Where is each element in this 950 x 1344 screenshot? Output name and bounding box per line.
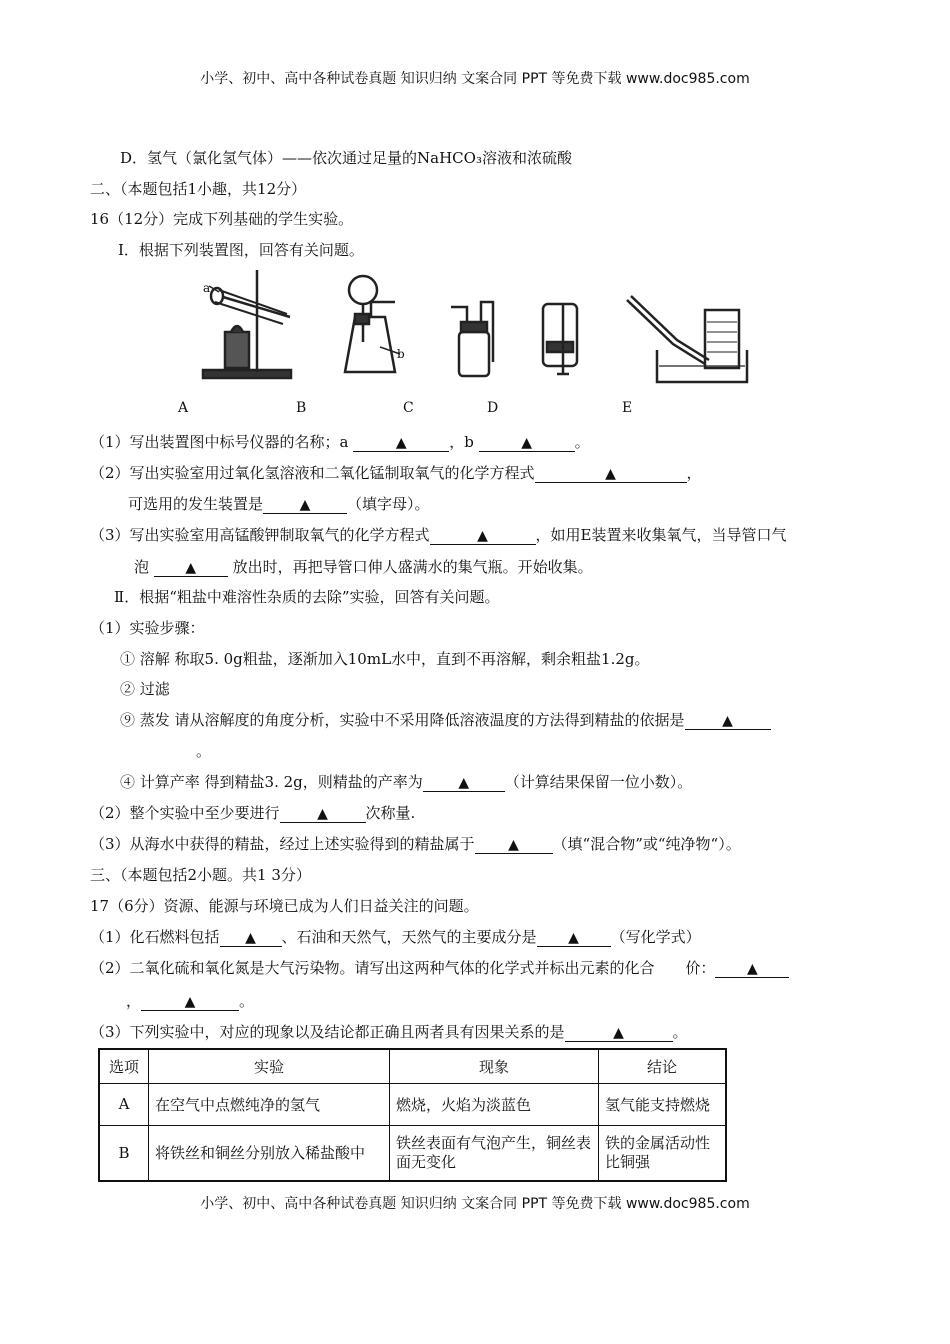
table-header: 现象: [390, 1049, 599, 1083]
step-filter: ② 过滤: [120, 680, 170, 698]
apparatus-b: [345, 276, 400, 372]
label-a: A: [178, 400, 189, 416]
label-d: D: [487, 400, 499, 416]
section-two-title: 二、（本题包括1小趣，共12分）: [90, 180, 307, 198]
q3: （3）写出实验室用高锰酸钾制取氧气的化学方程式 ▲ ，如用E装置来收集氧气，当导管口气: [90, 526, 787, 544]
option-d: D．氢气（氯化氢气体）——依次通过足量的NaHCO₃溶液和浓硫酸: [120, 149, 572, 167]
blank-weighing[interactable]: ▲: [280, 805, 366, 823]
table-row: [99, 1125, 726, 1181]
q-salt-type: （3）从海水中获得的精盐，经过上述实验得到的精盐属于 ▲ （填“混合物”或“纯净物“）。: [90, 835, 741, 853]
table-cell: 将铁丝和铜丝分别放入稀盐酸中: [149, 1125, 390, 1181]
part-one-title: Ⅰ．根据下列装置图，回答有关问题。: [118, 241, 364, 259]
blank-choice[interactable]: ▲: [565, 1024, 673, 1042]
q-weighing: （2）整个实验中至少要进行 ▲ 次称量.: [90, 804, 416, 822]
blank-a[interactable]: ▲: [353, 434, 449, 452]
blank-yield[interactable]: ▲: [423, 774, 505, 792]
q17-2: （2）二氧化硫和氧化氮是大气污染物。请写出这两种气体的化学式并标出元素的化合 价： ▲: [90, 957, 789, 978]
label-c: C: [403, 400, 414, 416]
apparatus-figure: [195, 262, 755, 392]
blank-b[interactable]: ▲: [479, 434, 575, 452]
table-cell: B: [99, 1125, 149, 1181]
label-e: E: [622, 400, 633, 416]
q1: （1）写出装置图中标号仪器的名称；a ▲ ，b ▲ 。: [90, 433, 590, 451]
q2: （2）写出实验室用过氧化氢溶液和二氧化锰制取氧气的化学方程式 ▲ ，: [90, 464, 702, 482]
q17-1: （1）化石燃料包括 ▲ 、石油和天然气，天然气的主要成分是 ▲ （写化学式）: [90, 928, 701, 946]
blank-salt-type[interactable]: ▲: [475, 836, 553, 854]
blank-equation-1[interactable]: ▲: [535, 465, 687, 483]
q3-continued: 泡 ▲ 放出时，再把导管口伸人盛满水的集气瓶。开始收集。: [134, 558, 593, 576]
table-header: 选项: [99, 1049, 149, 1083]
blank-device[interactable]: ▲: [263, 496, 347, 514]
label-b: B: [296, 400, 307, 416]
blank-basis[interactable]: ▲: [685, 712, 771, 730]
steps-title: （1）实验步骤：: [90, 619, 205, 637]
page-footer: 小学、初中、高中各种试卷真题 知识归纳 文案合同 PPT 等免费下载 www.doc985.com: [200, 1196, 750, 1212]
blank-fossil-fuel[interactable]: ▲: [220, 929, 282, 947]
blank-no2[interactable]: ▲: [141, 993, 239, 1011]
apparatus-d: [543, 304, 577, 374]
table-cell: 铁丝表面有气泡产生，铜丝表面无变化: [390, 1125, 599, 1181]
apparatus-a: [203, 270, 291, 378]
blank-gas-formula[interactable]: ▲: [537, 929, 611, 947]
table-header: 实验: [149, 1049, 390, 1083]
q17-3: （3）下列实验中，对应的现象以及结论都正确且两者具有因果关系的是 ▲ 。: [90, 1023, 688, 1041]
table-row: [99, 1083, 726, 1125]
step-evaporate-end: 。: [196, 742, 212, 760]
table-cell: 在空气中点燃纯净的氢气: [149, 1083, 390, 1125]
page-header: 小学、初中、高中各种试卷真题 知识归纳 文案合同 PPT 等免费下载 www.doc985.com: [200, 71, 750, 87]
table-cell: 氢气能支持燃烧: [599, 1083, 727, 1125]
question-17: 17（6分）资源、能源与环境已成为人们日益关注的问题。: [90, 897, 479, 915]
table-cell: 燃烧，火焰为淡蓝色: [390, 1083, 599, 1125]
q17-2-continued: ， ▲ 。: [126, 992, 255, 1010]
blank-bubble[interactable]: ▲: [154, 559, 228, 577]
mark-b: b: [397, 347, 405, 361]
apparatus-c: [451, 302, 493, 376]
question-16: 16（12分）完成下列基础的学生实验。: [90, 210, 354, 228]
blank-equation-2[interactable]: ▲: [430, 527, 536, 545]
section-three-title: 三、（本题包括2小题。共1 3分）: [90, 866, 311, 884]
experiment-table: [98, 1048, 727, 1182]
table-header: 结论: [599, 1049, 727, 1083]
part-two-title: Ⅱ．根据“粗盐中难溶性杂质的去除”实验，回答有关问题。: [114, 588, 500, 606]
blank-so2[interactable]: ▲: [715, 960, 789, 978]
apparatus-e: [627, 296, 747, 382]
table-header-row: [99, 1049, 726, 1083]
mark-a: a: [203, 281, 211, 295]
q2-continued: 可选用的发生装置是 ▲ （填字母）。: [128, 495, 430, 513]
table-cell: 铁的金属活动性比铜强: [599, 1125, 727, 1181]
step-evaporate: ⑨ 蒸发 请从溶解度的角度分析，实验中不采用降低溶液温度的方法得到精盐的依据是 ▲: [120, 709, 771, 730]
table-cell: A: [99, 1083, 149, 1125]
step-yield: ④ 计算产率 得到精盐3. 2g，则精盐的产率为 ▲ （计算结果保留一位小数）。: [120, 773, 693, 791]
step-dissolve: ① 溶解 称取5. 0g粗盐，逐渐加入10mL水中，直到不再溶解，剩余粗盐1.2g。: [120, 650, 650, 668]
